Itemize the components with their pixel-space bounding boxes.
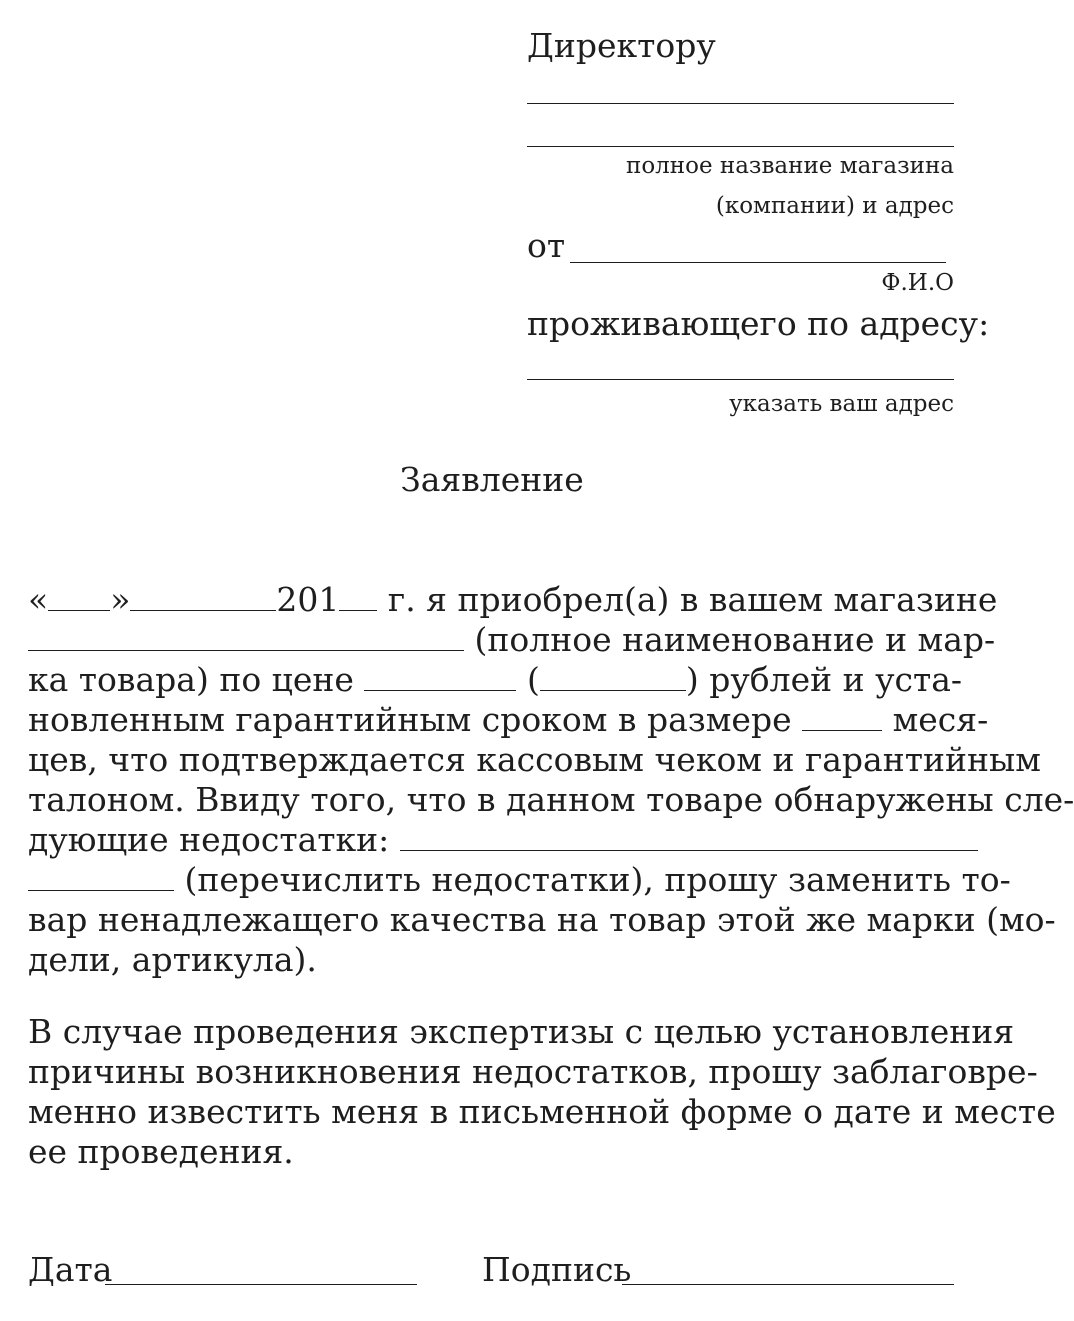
paragraph-2 bbox=[28, 1012, 1056, 1172]
defects-blank-2[interactable] bbox=[28, 868, 174, 891]
addressee-label: Директору bbox=[527, 26, 716, 65]
quote-open: « bbox=[28, 580, 49, 619]
store-address-hint: (компании) и адрес bbox=[715, 193, 954, 219]
p1-line-4b-text: меся- bbox=[892, 700, 989, 739]
p1-line-7 bbox=[28, 820, 952, 860]
p1-line-4 bbox=[28, 700, 989, 740]
defects-blank-1[interactable] bbox=[400, 828, 978, 851]
date-line[interactable] bbox=[105, 1284, 417, 1285]
p1-line-6: талоном. Ввиду того, что в данном товаре обнаружены сле- bbox=[28, 780, 1074, 819]
p1-line-3a-text: ка товара) по цене bbox=[28, 660, 354, 699]
p1-line-9: вар ненадлежащего качества на товар этой же марки (мо- bbox=[28, 900, 1056, 939]
p1-line-3b-text: рублей и уста- bbox=[709, 660, 963, 699]
warranty-months-blank[interactable] bbox=[802, 708, 882, 731]
p2-line-1: В случае проведения экспертизы с целью установления bbox=[28, 1012, 1015, 1051]
product-name-blank[interactable] bbox=[28, 628, 464, 651]
paren-close: ) bbox=[685, 660, 699, 699]
fio-line[interactable] bbox=[570, 262, 946, 263]
price-blank[interactable] bbox=[364, 668, 516, 691]
p2-line-3: менно известить меня в письменной форме о дате и месте bbox=[28, 1092, 1056, 1131]
signature-label: Подпись bbox=[482, 1250, 632, 1289]
date-label: Дата bbox=[28, 1250, 113, 1289]
p1-line-8 bbox=[28, 860, 1011, 900]
p1-line-2 bbox=[28, 620, 996, 660]
p1-line-8-text: (перечислить недостатки), прошу заменить то- bbox=[184, 860, 1011, 899]
p1-line-3 bbox=[28, 660, 963, 700]
day-blank[interactable] bbox=[48, 588, 110, 611]
p1-line-2-text: (полное наименование и мар- bbox=[474, 620, 996, 659]
price-words-blank[interactable] bbox=[540, 668, 686, 691]
year-blank[interactable] bbox=[339, 588, 377, 611]
paren-open: ( bbox=[526, 660, 540, 699]
paragraph-1 bbox=[28, 580, 1074, 980]
document-title: Заявление bbox=[400, 460, 584, 499]
p2-line-4: ее проведения. bbox=[28, 1132, 294, 1171]
p1-line-10: дели, артикула). bbox=[28, 940, 317, 979]
address-hint: указать ваш адрес bbox=[729, 391, 954, 417]
p1-line-1 bbox=[28, 580, 998, 620]
director-name-line[interactable] bbox=[527, 103, 954, 104]
p1-line-1-text: г. я приобрел(а) в вашем магазине bbox=[387, 580, 998, 619]
p1-line-4a-text: новленным гарантийным сроком в размере bbox=[28, 700, 792, 739]
signature-line[interactable] bbox=[622, 1284, 954, 1285]
year-prefix: 201 bbox=[276, 580, 340, 619]
from-label: от bbox=[527, 226, 566, 265]
p2-line-2: причины возникновения недостатков, прошу заблаговре- bbox=[28, 1052, 1038, 1091]
store-name-line[interactable] bbox=[527, 146, 954, 147]
p1-line-7-text: дующие недостатки: bbox=[28, 820, 390, 859]
p1-line-5: цев, что подтверждается кассовым чеком и гарантийным bbox=[28, 740, 1041, 779]
address-line[interactable] bbox=[527, 379, 954, 380]
fio-hint: Ф.И.О bbox=[881, 270, 954, 296]
month-blank[interactable] bbox=[130, 588, 276, 611]
quote-close: » bbox=[110, 580, 131, 619]
residence-label: проживающего по адресу: bbox=[527, 304, 990, 343]
store-name-hint: полное название магазина bbox=[626, 153, 954, 179]
